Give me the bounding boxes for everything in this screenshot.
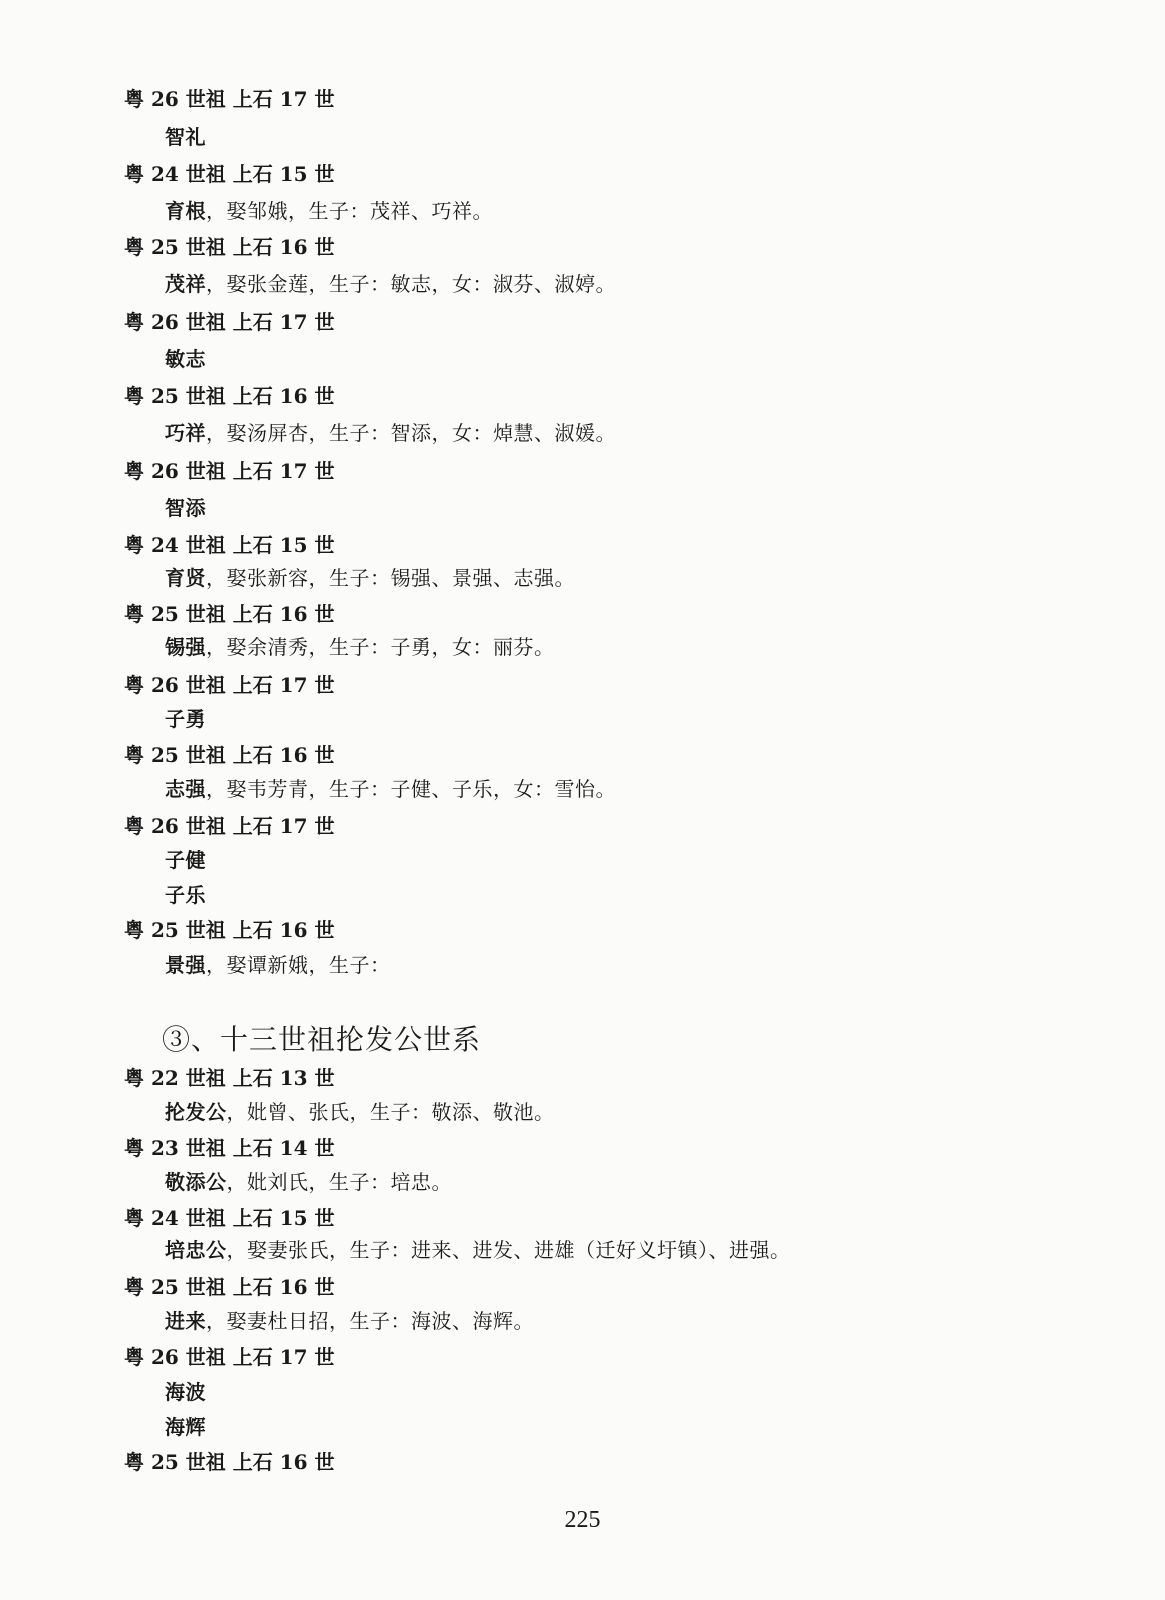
- person-details: ，妣曾、张氏，生子：敬添、敬池。: [226, 1100, 555, 1124]
- generation-heading: 粤 24 世祖 上石 15 世: [124, 533, 335, 557]
- person-entry: [165, 850, 206, 870]
- person-entry: [165, 779, 616, 799]
- person-details: ，娶邹娥，生子：茂祥、巧祥。: [206, 199, 493, 223]
- generation-heading: 粤 26 世祖 上石 17 世: [124, 814, 335, 838]
- generation-heading: 粤 25 世祖 上石 16 世: [124, 384, 335, 408]
- person-name: 抡发公: [165, 1100, 227, 1124]
- person-entry: [165, 885, 206, 905]
- person-entry: [165, 568, 575, 588]
- person-details: ，娶张金莲，生子：敏志，女：淑芬、淑婷。: [206, 272, 616, 296]
- generation-heading: 粤 22 世祖 上石 13 世: [124, 1066, 335, 1090]
- generation-heading: 粤 23 世祖 上石 14 世: [124, 1136, 335, 1160]
- person-details: ，娶谭新娥，生子：: [206, 953, 391, 977]
- person-name: 子乐: [165, 883, 206, 907]
- generation-heading: 粤 25 世祖 上石 16 世: [124, 1275, 335, 1299]
- person-name: 海波: [165, 1380, 206, 1404]
- person-name: 锡强: [165, 635, 206, 659]
- generation-heading: 粤 25 世祖 上石 16 世: [124, 602, 335, 626]
- person-entry: [165, 1382, 206, 1402]
- person-entry: [165, 201, 493, 221]
- person-entry: [165, 955, 391, 975]
- generation-heading: 粤 24 世祖 上石 15 世: [124, 1206, 335, 1230]
- person-entry: [165, 1172, 452, 1192]
- person-entry: [165, 709, 206, 729]
- generation-heading: 粤 26 世祖 上石 17 世: [124, 459, 335, 483]
- generation-heading: 粤 26 世祖 上石 17 世: [124, 673, 335, 697]
- generation-heading: 粤 25 世祖 上石 16 世: [124, 1450, 335, 1474]
- generation-heading: 粤 25 世祖 上石 16 世: [124, 235, 335, 259]
- person-entry: [165, 1240, 791, 1260]
- person-details: ，妣刘氏，生子：培忠。: [226, 1170, 452, 1194]
- person-entry: [165, 1417, 206, 1437]
- person-details: ，娶张新容，生子：锡强、景强、志强。: [206, 566, 575, 590]
- person-name: 育贤: [165, 566, 206, 590]
- person-entry: [165, 423, 616, 443]
- person-name: 智礼: [165, 125, 206, 149]
- generation-heading: 粤 26 世祖 上石 17 世: [124, 1345, 335, 1369]
- person-details: ，娶韦芳青，生子：子健、子乐，女：雪怡。: [206, 777, 616, 801]
- person-entry: [165, 1311, 534, 1331]
- person-name: 景强: [165, 953, 206, 977]
- person-name: 茂祥: [165, 272, 206, 296]
- person-details: ，娶余清秀，生子：子勇，女：丽芬。: [206, 635, 555, 659]
- generation-heading: 粤 25 世祖 上石 16 世: [124, 743, 335, 767]
- person-name: 智添: [165, 496, 206, 520]
- section-title: ③、十三世祖抡发公世系: [162, 1023, 482, 1056]
- person-entry: [165, 127, 206, 147]
- person-entry: [165, 349, 206, 369]
- generation-heading: 粤 25 世祖 上石 16 世: [124, 918, 335, 942]
- person-name: 子健: [165, 848, 206, 872]
- generation-heading: 粤 24 世祖 上石 15 世: [124, 162, 335, 186]
- person-entry: [165, 637, 555, 657]
- person-entry: [165, 274, 616, 294]
- person-details: ，娶妻张氏，生子：进来、进发、进雄（迁好义圩镇）、进强。: [226, 1238, 791, 1262]
- person-details: ，娶汤屏杏，生子：智添，女：焯慧、淑媛。: [206, 421, 616, 445]
- person-name: 育根: [165, 199, 206, 223]
- person-entry: [165, 1102, 555, 1122]
- person-name: 敬添公: [165, 1170, 227, 1194]
- person-name: 敏志: [165, 347, 206, 371]
- person-details: ，娶妻杜日招，生子：海波、海辉。: [206, 1309, 534, 1333]
- person-name: 海辉: [165, 1415, 206, 1439]
- page-number: 225: [564, 1507, 601, 1533]
- person-name: 巧祥: [165, 421, 206, 445]
- generation-heading: 粤 26 世祖 上石 17 世: [124, 87, 335, 111]
- person-name: 子勇: [165, 707, 206, 731]
- person-name: 志强: [165, 777, 206, 801]
- person-name: 培忠公: [165, 1238, 227, 1262]
- person-name: 进来: [165, 1309, 206, 1333]
- generation-heading: 粤 26 世祖 上石 17 世: [124, 310, 335, 334]
- person-entry: [165, 498, 206, 518]
